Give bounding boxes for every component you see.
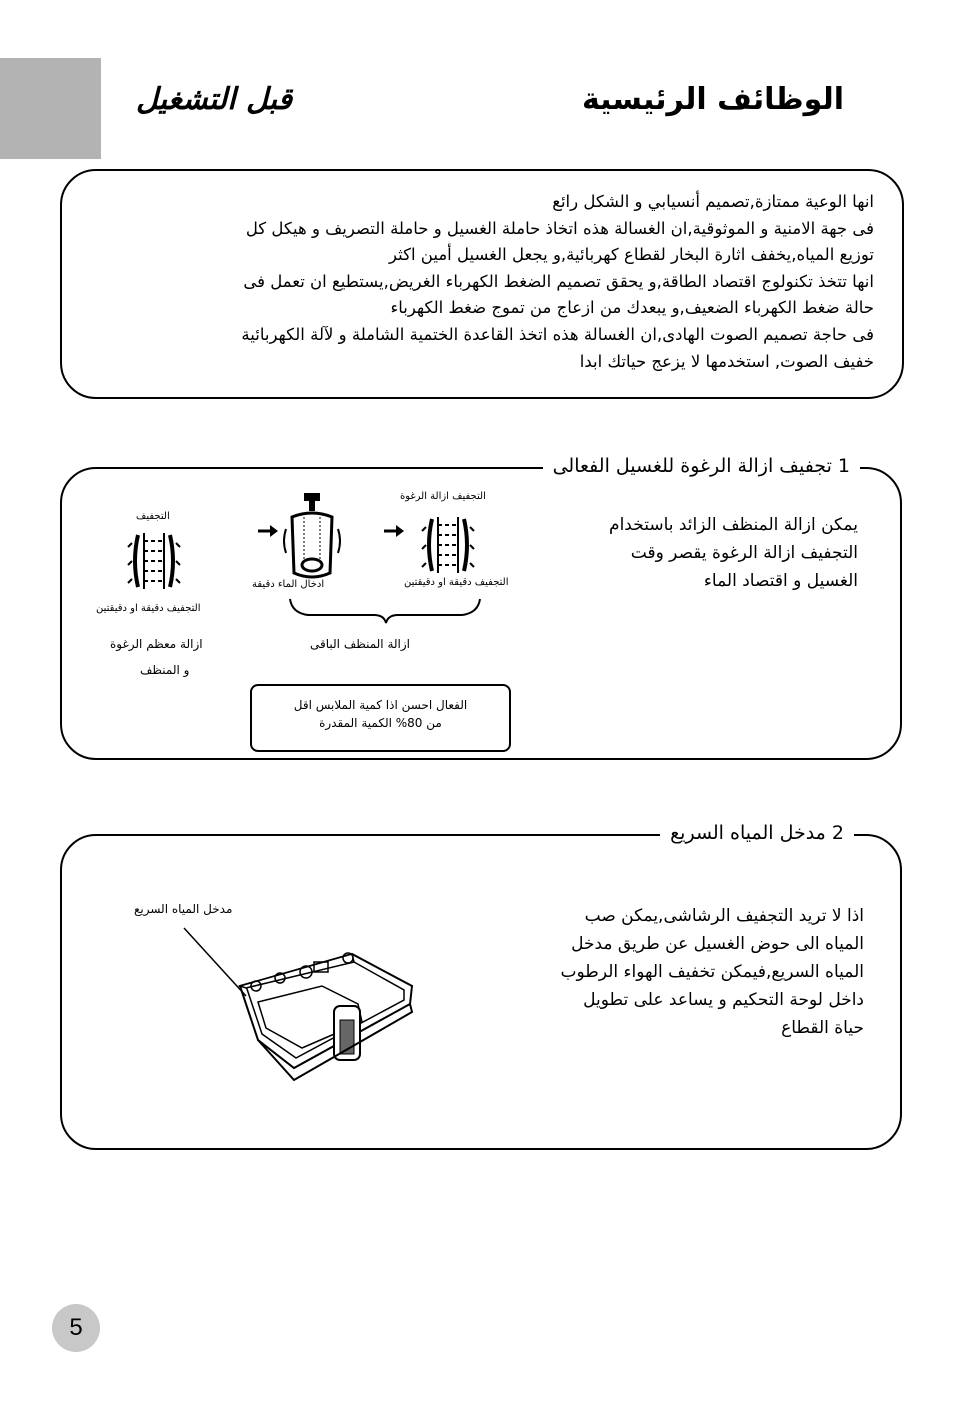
step2-line: اذا لا تريد التجفيف الرشاشى,يمكن صب <box>584 906 864 926</box>
water-fill-icon <box>284 493 340 577</box>
step1-line: التجفيف ازالة الرغوة يقصر وقت <box>630 543 858 563</box>
spin-drum-icon <box>422 517 474 573</box>
group-bracket <box>290 599 480 623</box>
intro-line: حالة ضغط الكهرباء الضعيف,و يبعدك من ازعاج من تموج ضغط الكهرباء <box>390 298 874 318</box>
group-remaining-label: ازالة المنظف الباقى <box>310 637 411 651</box>
intro-paragraph <box>241 189 874 375</box>
group-most-label-2: و المنظف <box>140 663 190 677</box>
note-line: الفعال احسن اذا كمية الملابس اقل <box>293 698 468 712</box>
step2-box <box>60 822 902 1150</box>
page-title: الوظائف الرئيسية <box>581 82 844 117</box>
section-title: قبل التشغيل <box>136 82 293 117</box>
caption-spin-time-left: التجفيف دقيقة او دقيقتين <box>96 603 201 614</box>
step2-heading: 2 مدخل المياه السريع <box>660 822 854 844</box>
page-number: 5 <box>52 1304 100 1352</box>
intro-line: انها الوعية ممتازة,تصميم أنسيابي و الشكل رائع <box>552 192 874 211</box>
step1-box <box>60 455 902 760</box>
washer-top-illustration <box>62 836 900 1148</box>
caption-water-time: ادخال الماء دقيقة <box>252 579 325 590</box>
step2-line: داخل لوحة التحكيم و يساعد على تطويل <box>583 990 864 1010</box>
step1-heading: 1 تجفيف ازالة الرغوة للغسيل الفعالى <box>543 455 860 477</box>
section-tab <box>0 58 101 159</box>
intro-line: فى حاجة تصميم الصوت الهادى,ان الغسالة هذه اتخذ القاعدة الختمية الشاملة و لآلة الكهربائية <box>241 324 874 344</box>
step1-line: يمكن ازالة المنظف الزائد باستخدام <box>609 515 858 535</box>
intro-line: توزيع المياه,يخفف اثارة البخار لقطاع كهربائية,و يجعل الغسيل أمين اكثر <box>389 245 874 265</box>
intro-line: انها تتخذ تكنولوج اقتصاد الطاقة,و يحقق تصميم الضغط الكهرباء الغريض,يستطيع ان تعمل فى <box>243 271 874 291</box>
label-top-spin: التجفيف ازالة الرغوة <box>400 491 486 502</box>
intro-box <box>60 169 904 399</box>
step2-line: حياة القطاع <box>781 1018 864 1038</box>
group-most-label-1: ازالة معظم الرغوة <box>110 637 203 651</box>
step2-line: المياه الى حوض الغسيل عن طريق مدخل <box>571 934 864 954</box>
intro-line: خفيف الصوت, استخدمها لا يزعج حياتك ابدا <box>579 351 874 371</box>
arrow-icon <box>258 525 278 537</box>
intro-line: فى جهة الامنية و الموثوقية,ان الغسالة هذه اتخاذ حاملة الغسيل و حاملة التصريف و هيكل كل <box>245 218 874 238</box>
arrow-icon <box>384 525 404 537</box>
label-spin-left: التجفيف <box>136 511 170 522</box>
caption-spin-time: التجفيف دقيقة او دقيقتين <box>404 577 509 588</box>
figure-label: مدخل المياه السريع <box>134 902 233 916</box>
step2-line: المياه السريع,فيمكن تخفيف الهواء الرطوب <box>560 962 864 982</box>
note-box <box>250 684 511 752</box>
spin-drum-icon <box>128 533 180 589</box>
step1-line: الغسيل و اقتصاد الماء <box>703 571 858 591</box>
note-line: من 80% الكمية المقدرة <box>319 716 442 730</box>
